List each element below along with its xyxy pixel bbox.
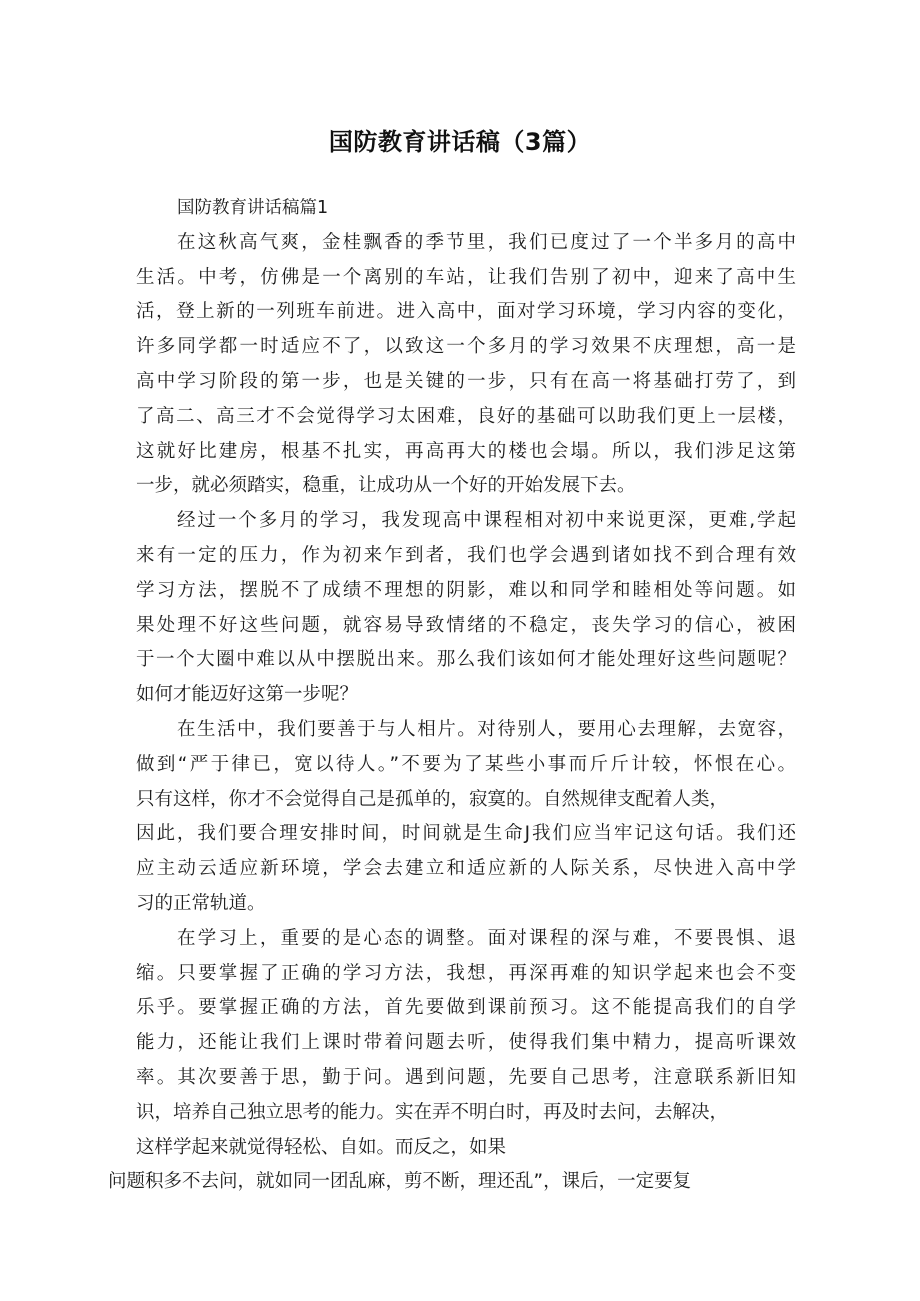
paragraph-line: 如何才能迈好这第一步呢？: [136, 684, 359, 706]
paragraph-line: 在学习上，重要的是心态的调整。面对课程的深与难，不要畏惧、退: [177, 927, 796, 949]
paragraph-line: 只有这样，你才不会觉得自己是孤单的，寂寞的。自然规律支配着人类，: [136, 788, 729, 810]
paragraph-4: [108, 922, 796, 1200]
paragraph-line: 学习方法，摆脱不了成绩不理想的阴影，难以和同学和睦相处等问题。如: [136, 579, 796, 601]
paragraph-line: 做到“严于律已，宽以待人。”不要为了某些小事而斤斤计较，怀恨在心。: [136, 753, 796, 775]
paragraph-line: 许多同学都一时适应不了，以致这一个多月的学习效果不庆理想，高一是: [136, 336, 796, 358]
section-heading: 国防教育讲话稿篇1: [177, 198, 329, 218]
paragraph-line: 高中学习阶段的第一步，也是关键的一步，只有在高一将基础打劳了，到: [136, 370, 796, 392]
paragraph-line: 习的正常轨道。: [136, 892, 266, 914]
paragraph-line: 乐乎。要掌握正确的方法，首先要做到课前预习。这不能提高我们的自学: [136, 997, 796, 1019]
paragraph-line: 于一个大圈中难以从中摆脱出来。那么我们该如何才能处理好这些问题呢？: [136, 649, 796, 671]
document-body: [108, 191, 796, 1200]
paragraph-line: 来有一定的压力，作为初来乍到者，我们也学会遇到诸如找不到合理有效: [136, 544, 796, 566]
paragraph-line: 在生活中，我们要善于与人相片。对待别人，要用心去理解，去宽容，: [177, 718, 796, 740]
paragraph-line: 了高二、高三才不会觉得学习太困难，良好的基础可以助我们更上一层楼，: [136, 405, 796, 427]
paragraph-line: 果处理不好这些问题，就容易导致情绪的不稳定，丧失学习的信心，被困: [136, 614, 796, 636]
paragraph-line: 一步，就必须踏实，稳重，让成功从一个好的开始发展下去。: [136, 475, 636, 497]
paragraph-line: 因此，我们要合理安排时间，时间就是生命J我们应当牢记这句话。我们还: [136, 823, 796, 845]
paragraph-line: 率。其次要善于思，勤于问。遇到问题，先要自己思考，注意联系新旧知: [136, 1066, 796, 1088]
paragraph-1: [136, 226, 796, 504]
paragraph-line: 生活。中考，仿佛是一个离别的车站，让我们告别了初中，迎来了高中生: [136, 266, 796, 288]
paragraph-line: 缩。只要掌握了正确的学习方法，我想，再深再难的知识学起来也会不变: [136, 962, 796, 984]
paragraph-line: 问题积多不去问，就如同一团乱麻，剪不断，理还乱”，课后，一定要复: [108, 1171, 692, 1193]
document-title: 国防教育讲话稿（3篇）: [328, 128, 592, 156]
paragraph-line: 在这秋高气爽，金桂飘香的季节里，我们已度过了一个半多月的高中: [177, 231, 796, 253]
paragraph-line: 经过一个多月的学习，我发现高中课程相对初中来说更深，更难,学起: [177, 510, 796, 532]
paragraph-line: 这样学起来就觉得轻松、自如。而反之，如果: [136, 1136, 507, 1158]
paragraph-3: [136, 713, 796, 922]
paragraph-line: 活，登上新的一列班车前进。进入高中，面对学习环境，学习内容的变化，: [136, 301, 796, 323]
paragraph-line: 应主动云适应新环境，学会去建立和适应新的人际关系，尽快进入高中学: [136, 858, 796, 880]
paragraph-line: 这就好比建房，根基不扎实，再高再大的楼也会塌。所以，我们涉足这第: [136, 440, 796, 462]
paragraph-line: 识，培养自己独立思考的能力。实在弄不明白时，再及时去问，去解决，: [136, 1101, 729, 1123]
paragraph-line: 能力，还能让我们上课时带着问题去听，使得我们集中精力，提高听课效: [136, 1032, 796, 1054]
paragraph-2: [136, 504, 796, 713]
